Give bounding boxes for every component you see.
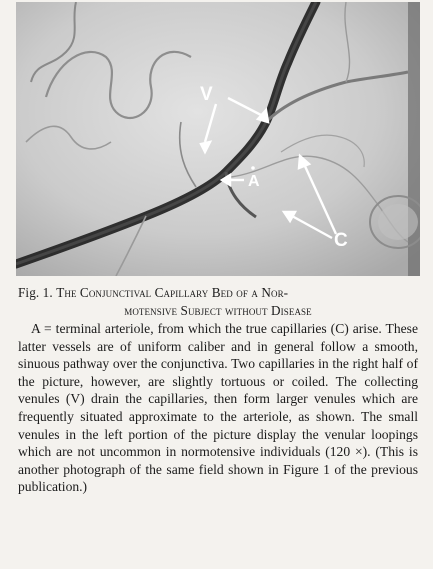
caption-paragraph: A = terminal arteriole, from which the true capillaries (C) arise. These latter vessels are of uniform caliber and in general follow a smooth, sinuous pathway over the conjunctiva. Two capillaries in the right half of the picture, however, are slightly tortuous or coiled. The collecting venules (V) drain the capillaries, then form larger venules which are frequently situated approximate to the arteriole, as shown. The small venules in the left portion of the picture display the venular loopings which are not uncommon in normotensive individuals (120 ×). (This is another photograph of the same field shown in Figure 1 of the previous publication.) xyxy=(18,321,418,495)
micrograph-figure xyxy=(16,2,420,276)
caption-title-line1: The Conjunctival Capillary Bed of a Nor- xyxy=(56,285,289,300)
caption-title-line2: motensive Subject without Disease xyxy=(124,303,312,318)
figure-caption-body xyxy=(18,320,418,496)
micrograph-image xyxy=(16,2,420,276)
figure-caption-title xyxy=(18,284,418,320)
label-v: V xyxy=(200,84,213,105)
label-a: A xyxy=(248,173,260,190)
figure-label: Fig. 1. xyxy=(18,285,53,300)
label-c: C xyxy=(334,230,348,251)
